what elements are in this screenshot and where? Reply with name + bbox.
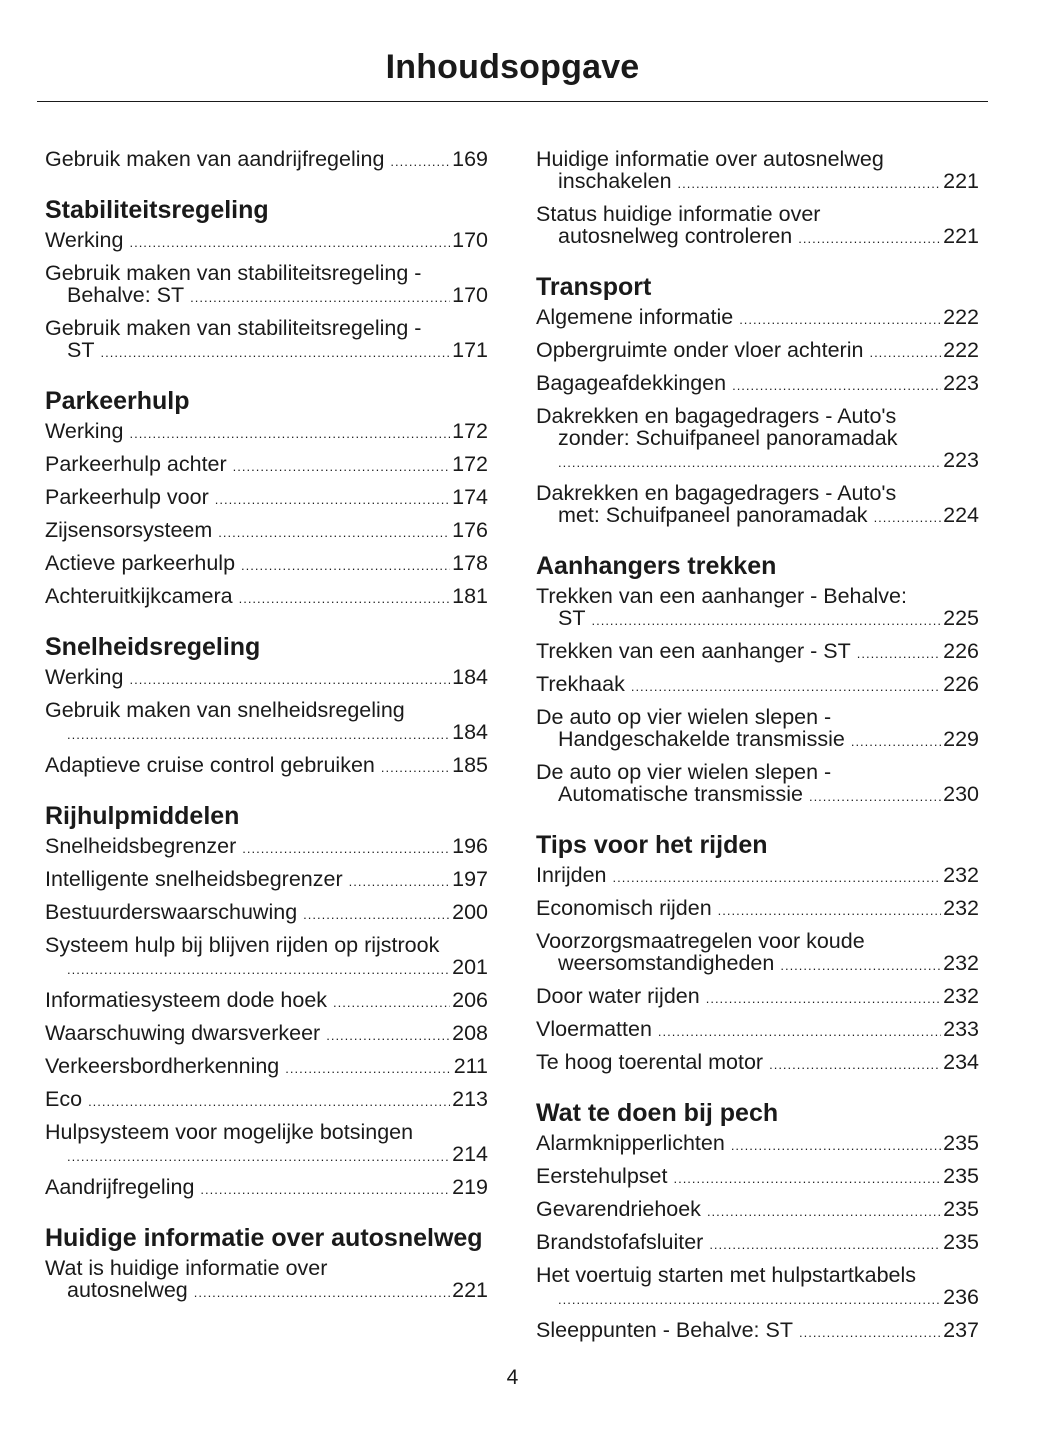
dot-leader [218, 522, 450, 544]
toc-entry-label-continued: autosnelweg [67, 1278, 188, 1302]
toc-entry[interactable] [45, 317, 488, 364]
toc-right-column [536, 148, 979, 1352]
toc-section [45, 148, 488, 173]
section-heading: Aanhangers trekken [536, 552, 777, 580]
dot-leader [874, 507, 942, 529]
dot-leader [558, 452, 941, 474]
dot-leader [799, 1322, 941, 1344]
toc-entry-label: Vloermatten [536, 1017, 652, 1041]
toc-entry-label: De auto op vier wielen slepen - [536, 760, 832, 784]
toc-entry-page-number: 232 [943, 984, 979, 1008]
toc-entry[interactable] [45, 552, 488, 577]
toc-entry-page-number: 170 [452, 283, 488, 307]
dot-leader [613, 867, 942, 889]
toc-entry-page-number: 221 [943, 169, 979, 193]
toc-entry[interactable] [45, 989, 488, 1014]
toc-entry[interactable] [536, 864, 979, 889]
toc-entry-label: Gebruik maken van snelheidsregeling [45, 698, 405, 722]
toc-entry-label: Economisch rijden [536, 896, 712, 920]
toc-entry-page-number: 222 [943, 305, 979, 329]
toc-entry-page-number: 232 [943, 863, 979, 887]
toc-entry-label: Informatiesysteem dode hoek [45, 988, 328, 1012]
toc-entry[interactable] [536, 1132, 979, 1157]
dot-leader [67, 724, 450, 746]
dot-leader [67, 1146, 450, 1168]
toc-entry-label: Gebruik maken van stabiliteitsregeling - [45, 261, 422, 285]
toc-entry-page-number: 184 [452, 720, 488, 744]
toc-entry-page-number: 224 [943, 503, 979, 527]
toc-entry-label: Parkeerhulp voor [45, 485, 209, 509]
section-heading: Snelheidsregeling [45, 633, 261, 661]
toc-entry-page-number: 208 [452, 1021, 488, 1045]
toc-left-column [45, 148, 488, 1312]
toc-entry-page-number: 221 [943, 224, 979, 248]
toc-entry-label: Te hoog toerental motor [536, 1050, 764, 1074]
toc-entry-page-number: 233 [943, 1017, 979, 1041]
toc-entry-label: Brandstofafsluiter [536, 1230, 704, 1254]
toc-entry[interactable] [45, 1022, 488, 1047]
dot-leader [707, 1201, 941, 1223]
toc-entry-page-number: 234 [943, 1050, 979, 1074]
dot-leader [558, 1289, 941, 1311]
toc-section [536, 148, 979, 250]
toc-entry-label: Bestuurderswaarschuwing [45, 900, 298, 924]
toc-entry-page-number: 171 [452, 338, 488, 362]
toc-entry-label: Wat is huidige informatie over [45, 1256, 328, 1280]
dot-leader [591, 610, 941, 632]
toc-entry-page-number: 236 [943, 1285, 979, 1309]
toc-entry-label-continued: zonder: Schuifpaneel panoramadak [558, 426, 898, 450]
toc-entry-label: Adaptieve cruise control gebruiken [45, 753, 375, 777]
toc-entry-label: Intelligente snelheidsbegrenzer [45, 867, 343, 891]
dot-leader [658, 1021, 941, 1043]
toc-entry-page-number: 213 [452, 1087, 488, 1111]
section-heading: Huidige informatie over autosnelweg [45, 1224, 483, 1252]
dot-leader [732, 375, 941, 397]
toc-entry-page-number: 211 [453, 1054, 488, 1078]
toc-entry-label: Door water rijden [536, 984, 700, 1008]
toc-entry-label: Parkeerhulp achter [45, 452, 227, 476]
dot-leader [780, 955, 941, 977]
dot-leader [233, 456, 450, 478]
toc-entry-label: Aandrijfregeling [45, 1175, 195, 1199]
toc-entry-page-number: 172 [452, 419, 488, 443]
toc-entry-page-number: 176 [452, 518, 488, 542]
toc-entry-label: Werking [45, 419, 124, 443]
toc-entry-page-number: 206 [452, 988, 488, 1012]
dot-leader [718, 900, 941, 922]
toc-entry-label: Status huidige informatie over [536, 202, 821, 226]
toc-entry[interactable] [45, 486, 488, 511]
toc-entry-page-number: 223 [943, 448, 979, 472]
toc-entry-label: Het voertuig starten met hulpstartkabels [536, 1263, 917, 1287]
toc-entry-page-number: 235 [943, 1131, 979, 1155]
toc-section-huidige-informatie-over-autosnelweg [45, 1225, 488, 1304]
dot-leader [333, 992, 450, 1014]
toc-entry-page-number: 214 [452, 1142, 488, 1166]
section-heading: Parkeerhulp [45, 387, 190, 415]
toc-entry[interactable] [536, 585, 979, 632]
dot-leader [673, 1168, 941, 1190]
toc-entry-page-number: 235 [943, 1230, 979, 1254]
toc-entry-page-number: 185 [452, 753, 488, 777]
toc-entry-label-continued: Automatische transmissie [558, 782, 803, 806]
dot-leader [285, 1058, 451, 1080]
toc-entry[interactable] [45, 699, 488, 746]
toc-entry-label: Trekken van een aanhanger - ST [536, 639, 851, 663]
toc-section-stabiliteitsregeling [45, 197, 488, 364]
dot-leader [239, 588, 451, 610]
toc-entry-label-continued: Behalve: ST [67, 283, 185, 307]
toc-entry[interactable] [45, 148, 488, 173]
dot-leader [303, 904, 450, 926]
toc-entry-page-number: 225 [943, 606, 979, 630]
dot-leader [739, 309, 941, 331]
toc-entry-label: Actieve parkeerhulp [45, 551, 236, 575]
toc-entry[interactable] [536, 640, 979, 665]
toc-entry[interactable] [45, 585, 488, 610]
page-number: 4 [506, 1366, 519, 1389]
toc-entry-label: Waarschuwing dwarsverkeer [45, 1021, 321, 1045]
toc-section-transport [536, 274, 979, 529]
toc-entry[interactable] [45, 1257, 488, 1304]
toc-entry-page-number: 181 [452, 584, 488, 608]
toc-section-wat-te-doen-bij-pech [536, 1100, 979, 1344]
toc-entry-label: Bagageafdekkingen [536, 371, 727, 395]
dot-leader [129, 423, 450, 445]
toc-entry-label-continued: inschakelen [558, 169, 672, 193]
toc-entry-page-number: 219 [452, 1175, 488, 1199]
toc-entry-page-number: 226 [943, 672, 979, 696]
toc-entry-page-number: 200 [452, 900, 488, 924]
dot-leader [194, 1282, 450, 1304]
toc-entry-page-number: 226 [943, 639, 979, 663]
toc-entry-label: Gebruik maken van aandrijfregeling [45, 147, 385, 171]
toc-entry-label: Gebruik maken van stabiliteitsregeling - [45, 316, 422, 340]
dot-leader [67, 959, 450, 981]
toc-entry[interactable] [536, 1319, 979, 1344]
dot-leader [769, 1054, 941, 1076]
dot-leader [731, 1135, 941, 1157]
toc-entry[interactable] [536, 1165, 979, 1190]
toc-entry[interactable] [536, 706, 979, 753]
toc-entry-label: Alarmknipperlichten [536, 1131, 725, 1155]
dot-leader [241, 555, 450, 577]
toc-entry[interactable] [536, 203, 979, 250]
dot-leader [129, 669, 450, 691]
toc-entry-page-number: 235 [943, 1197, 979, 1221]
toc-entry[interactable] [536, 673, 979, 698]
toc-entry-label-continued: autosnelweg controleren [558, 224, 793, 248]
dot-leader [100, 342, 450, 364]
toc-entry-page-number: 170 [452, 228, 488, 252]
toc-entry-label: Verkeersbordherkenning [45, 1054, 280, 1078]
toc-entry[interactable] [536, 405, 979, 474]
toc-entry[interactable] [536, 1264, 979, 1311]
toc-entry-page-number: 221 [452, 1278, 488, 1302]
toc-entry[interactable] [536, 1018, 979, 1043]
title-divider [37, 101, 988, 102]
toc-entry-page-number: 196 [452, 834, 488, 858]
toc-entry-label: Dakrekken en bagagedragers - Auto's [536, 404, 897, 428]
toc-entry-label: Systeem hulp bij blijven rijden op rijstrook [45, 933, 440, 957]
toc-entry[interactable] [45, 666, 488, 691]
toc-entry-label: Huidige informatie over autosnelweg [536, 147, 884, 171]
toc-entry-page-number: 201 [452, 955, 488, 979]
section-heading: Transport [536, 273, 652, 301]
section-heading: Rijhulpmiddelen [45, 802, 240, 830]
toc-entry[interactable] [45, 1055, 488, 1080]
toc-entry-label-continued: weersomstandigheden [558, 951, 775, 975]
toc-entry-page-number: 169 [452, 147, 488, 171]
toc-entry-label: Voorzorgsmaatregelen voor koude [536, 929, 865, 953]
dot-leader [242, 838, 450, 860]
toc-entry[interactable] [45, 1088, 488, 1113]
toc-section-tips-voor-het-rijden [536, 832, 979, 1076]
toc-entry-label-continued: ST [67, 338, 95, 362]
toc-entry-label: Inrijden [536, 863, 607, 887]
toc-entry-label: Werking [45, 228, 124, 252]
dot-leader [190, 287, 450, 309]
toc-entry-label: Sleeppunten - Behalve: ST [536, 1318, 793, 1342]
toc-entry-label: Snelheidsbegrenzer [45, 834, 237, 858]
toc-section-aanhangers-trekken [536, 553, 979, 808]
dot-leader [631, 676, 941, 698]
toc-entry[interactable] [536, 1231, 979, 1256]
dot-leader [326, 1025, 450, 1047]
dot-leader [809, 786, 941, 808]
toc-entry-page-number: 172 [452, 452, 488, 476]
toc-entry[interactable] [45, 519, 488, 544]
toc-section-parkeerhulp [45, 388, 488, 610]
dot-leader [390, 151, 450, 173]
section-heading: Wat te doen bij pech [536, 1099, 779, 1127]
toc-entry-label-continued: met: Schuifpaneel panoramadak [558, 503, 868, 527]
toc-entry[interactable] [45, 420, 488, 445]
toc-entry-page-number: 223 [943, 371, 979, 395]
toc-entry-label: Trekken van een aanhanger - Behalve: [536, 584, 907, 608]
toc-entry-page-number: 235 [943, 1164, 979, 1188]
section-heading: Stabiliteitsregeling [45, 196, 269, 224]
dot-leader [88, 1091, 450, 1113]
toc-entry-label: Gevarendriehoek [536, 1197, 701, 1221]
toc-entry[interactable] [45, 453, 488, 478]
section-heading: Tips voor het rijden [536, 831, 768, 859]
toc-entry[interactable] [45, 262, 488, 309]
toc-section-snelheidsregeling [45, 634, 488, 779]
toc-entry[interactable] [536, 306, 979, 331]
toc-entry[interactable] [536, 1051, 979, 1076]
toc-entry-label: Werking [45, 665, 124, 689]
toc-entry[interactable] [536, 148, 979, 195]
toc-entry-label: Opbergruimte onder vloer achterin [536, 338, 864, 362]
toc-entry[interactable] [45, 229, 488, 254]
toc-entry-label: De auto op vier wielen slepen - [536, 705, 832, 729]
dot-leader [709, 1234, 941, 1256]
dot-leader [857, 643, 941, 665]
toc-entry-page-number: 229 [943, 727, 979, 751]
toc-entry[interactable] [45, 1121, 488, 1168]
toc-entry-label: Hulpsysteem voor mogelijke botsingen [45, 1120, 414, 1144]
toc-entry[interactable] [45, 835, 488, 860]
toc-entry-label-continued: ST [558, 606, 586, 630]
toc-entry[interactable] [45, 868, 488, 893]
toc-entry[interactable] [536, 897, 979, 922]
toc-entry-label: Eerstehulpset [536, 1164, 668, 1188]
toc-entry[interactable] [45, 754, 488, 779]
toc-entry[interactable] [45, 934, 488, 981]
dot-leader [349, 871, 451, 893]
toc-entry-page-number: 197 [452, 867, 488, 891]
toc-entry-label: Achteruitkijkcamera [45, 584, 233, 608]
toc-entry-label: Trekhaak [536, 672, 625, 696]
toc-entry[interactable] [536, 1198, 979, 1223]
dot-leader [381, 757, 450, 779]
page-title: Inhoudsopgave [385, 48, 640, 86]
toc-section-rijhulpmiddelen [45, 803, 488, 1201]
toc-entry-label: Eco [45, 1087, 83, 1111]
dot-leader [200, 1179, 450, 1201]
toc-entry[interactable] [536, 930, 979, 977]
toc-entry[interactable] [536, 482, 979, 529]
toc-entry-page-number: 178 [452, 551, 488, 575]
toc-entry[interactable] [536, 339, 979, 364]
toc-entry[interactable] [536, 761, 979, 808]
toc-entry-label: Zijsensorsysteem [45, 518, 213, 542]
dot-leader [869, 342, 941, 364]
toc-entry[interactable] [536, 372, 979, 397]
toc-entry[interactable] [45, 901, 488, 926]
toc-entry-label-continued: Handgeschakelde transmissie [558, 727, 845, 751]
toc-entry[interactable] [45, 1176, 488, 1201]
toc-entry-page-number: 232 [943, 951, 979, 975]
dot-leader [215, 489, 450, 511]
toc-entry-page-number: 222 [943, 338, 979, 362]
dot-leader [129, 232, 450, 254]
dot-leader [798, 228, 941, 250]
toc-entry-label: Algemene informatie [536, 305, 734, 329]
toc-entry-page-number: 184 [452, 665, 488, 689]
toc-entry-page-number: 232 [943, 896, 979, 920]
toc-entry-label: Dakrekken en bagagedragers - Auto's [536, 481, 897, 505]
dot-leader [678, 173, 942, 195]
dot-leader [851, 731, 941, 753]
toc-entry-page-number: 237 [943, 1318, 979, 1342]
dot-leader [706, 988, 941, 1010]
toc-entry-page-number: 230 [943, 782, 979, 806]
toc-entry[interactable] [536, 985, 979, 1010]
toc-entry-page-number: 174 [452, 485, 488, 509]
